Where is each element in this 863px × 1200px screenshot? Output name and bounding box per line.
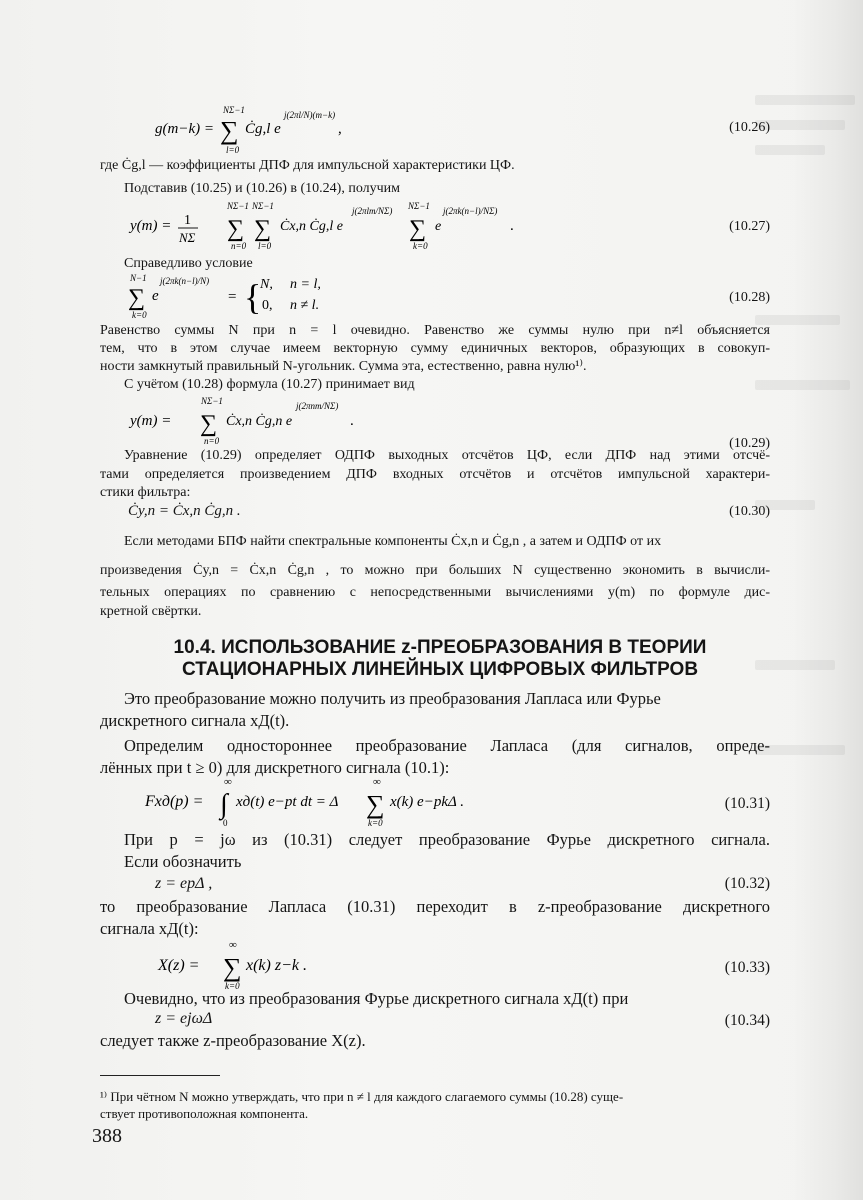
equation-10-28-svg [100, 268, 770, 328]
paragraph-line: где Ċg,l — коэффициенты ДПФ для импульсной характеристики ЦФ. [100, 158, 515, 173]
eq-exponent: j(2πnm/NΣ) [296, 401, 339, 411]
eq-integrand: xд(t) e−pt dt = Δ [236, 794, 339, 810]
eq-term: x(k) e−pkΔ . [390, 794, 465, 810]
sum-lower: n=0 [204, 436, 220, 446]
equation-number: (10.30) [729, 504, 770, 519]
bleed-through-text [755, 95, 855, 105]
eq-formula: Ċy,n = Ċx,n Ċg,n . [128, 503, 241, 519]
case2-value: 0, [262, 298, 273, 313]
eq-tail: , [338, 121, 342, 137]
equation-10-27 [100, 197, 770, 257]
eq-exponent: j(2πk(n−l)/NΣ) [443, 206, 498, 216]
paragraph-line: Очевидно, что из преобразования Фурье дискретного сигнала xД(t) при [124, 989, 629, 1008]
eq-formula: z = ejωΔ [155, 1010, 213, 1027]
eq-formula: z = epΔ , [155, 875, 213, 892]
sum-sign: ∑ [200, 411, 218, 437]
paragraph-line: следует также z-преобразование X(z). [100, 1031, 366, 1050]
paragraph-line: стики фильтра: [100, 485, 191, 500]
int-lower: 0 [223, 818, 228, 828]
sum-lower: l=0 [226, 145, 240, 155]
paragraph-line: произведения Ċy,n = Ċx,n Ċg,n , то можно при больших N существенно экономить в вычисли- [100, 563, 770, 578]
sum-upper: ∞ [229, 939, 237, 951]
sum-lower: k=0 [413, 241, 428, 251]
frac-num: 1 [184, 213, 191, 228]
equation-number: (10.27) [729, 219, 770, 234]
paragraph-line: сигнала xД(t): [100, 919, 199, 938]
equation-number: (10.26) [729, 120, 770, 135]
paragraph-line: При p = jω из (10.31) следует преобразование Фурье дискретного сигнала. [124, 830, 770, 849]
cases-brace: { [244, 277, 262, 317]
equation-10-29-svg [100, 392, 770, 452]
paragraph-line: тем, что в этом случае имеем векторную сумму единичных векторов, образующих в совокуп- [100, 341, 770, 356]
footnote-line: ¹⁾ При чётном N можно утверждать, что при n ≠ l для каждого слагаемого суммы (10.28) суще- [100, 1089, 624, 1104]
sum-lower: n=0 [231, 241, 247, 251]
eq-lhs: y(m) = [130, 218, 172, 234]
sum-sign: ∑ [223, 953, 242, 982]
sum-sign: ∑ [254, 216, 272, 242]
paragraph-line: Это преобразование можно получить из преобразования Лапласа или Фурье [124, 689, 661, 708]
equation-10-26-svg [100, 100, 770, 160]
sum-lower: l=0 [258, 241, 272, 251]
paragraph-line: ности замкнутый правильный N-угольник. Сумма эта, естественно, равна нулю¹⁾. [100, 359, 587, 374]
sum-upper: NΣ−1 [201, 396, 223, 406]
eq-exponent: j(2πl/N)(m−k) [284, 110, 336, 120]
page-edge-shadow [793, 0, 863, 1200]
paragraph-line: Уравнение (10.29) определяет ОДПФ выходных отсчётов ЦФ, если ДПФ над этими отсчё- [124, 448, 770, 463]
paragraph-line: дискретного сигнала xД(t). [100, 711, 290, 730]
sum-sign: ∑ [366, 790, 385, 819]
eq-tail: . [350, 413, 354, 429]
equation-10-33-svg [100, 936, 770, 996]
paragraph-line: Подставив (10.25) и (10.26) в (10.24), получим [124, 181, 401, 196]
equation-10-31-svg [100, 773, 770, 833]
eq-lhs: g(m−k) = [155, 121, 214, 137]
sum-sign: ∑ [220, 116, 239, 145]
paragraph-line: Если методами БПФ найти спектральные компоненты Ċx,n и Ċg,n , а затем и ОДПФ от их [124, 534, 662, 549]
equation-10-27-svg [100, 197, 770, 257]
paragraph-line: тельных операциях по сравнению с непосредственными вычислениями y(m) по формуле дис- [100, 585, 770, 600]
eq-term: x(k) z−k . [246, 957, 307, 974]
eq-term: Ċx,n Ċg,n e [226, 414, 293, 429]
footnote-line: ствует противоположная компонента. [100, 1106, 309, 1121]
paragraph-line: Если обозначить [124, 852, 242, 871]
case2-cond: n ≠ l. [290, 298, 320, 313]
sum-upper: NΣ−1 [227, 201, 249, 211]
equals-sign: = [228, 289, 237, 305]
sum-upper: NΣ−1 [408, 201, 430, 211]
sum-lower: k=0 [225, 981, 240, 991]
sum-upper: NΣ−1 [223, 105, 245, 115]
equation-10-31 [100, 773, 770, 833]
equation-number: (10.31) [724, 795, 770, 812]
eq-exponent: j(2πlm/NΣ) [352, 206, 393, 216]
equation-number: (10.32) [724, 875, 770, 892]
equation-10-30 [100, 500, 770, 530]
frac-den: NΣ [179, 230, 196, 245]
paragraph-line: Определим одностороннее преобразование Лапласа (для сигналов, опреде- [124, 736, 770, 755]
case1-cond: n = l, [290, 277, 321, 292]
section-heading-line-1: 10.4. ИСПОЛЬЗОВАНИЕ z-ПРЕОБРАЗОВАНИЯ В ТЕОРИИ [173, 637, 707, 658]
paragraph-line: то преобразование Лапласа (10.31) переходит в z-преобразование дискретного [100, 897, 770, 916]
eq-term: Ċx,n Ċg,l e [280, 219, 343, 234]
sum-upper: ∞ [373, 776, 381, 788]
eq-term-2: e [435, 219, 442, 234]
paragraph-line: тами определяется произведением ДПФ входных отсчётов и отсчётов импульсной характери- [100, 467, 770, 482]
paragraph-line: Равенство суммы N при n = l очевидно. Равенство же суммы нулю при n≠l объясняется [100, 323, 770, 338]
equation-number: (10.29) [729, 436, 770, 451]
sum-sign: ∑ [409, 216, 427, 242]
sum-upper: NΣ−1 [252, 201, 274, 211]
case1-value: N, [260, 277, 273, 292]
paragraph-line: Справедливо условие [124, 256, 253, 271]
equation-10-29 [100, 392, 770, 452]
paragraph-line: кретной свёртки. [100, 604, 202, 619]
eq-term: Ċg,l e [245, 121, 281, 137]
bleed-through-text [755, 660, 835, 670]
eq-exponent: j(2πk(n−l)/N) [160, 276, 210, 286]
eq-lhs: Fxд(p) = [145, 793, 204, 810]
equation-10-33 [100, 936, 770, 996]
sum-lower: k=0 [368, 818, 383, 828]
equation-number: (10.34) [724, 1012, 770, 1029]
equation-10-28 [100, 268, 770, 328]
eq-tail: . [510, 218, 514, 234]
eq-term: e [152, 288, 159, 304]
integral-sign: ∫ [220, 789, 228, 820]
equation-10-26 [100, 100, 770, 160]
equation-number: (10.33) [724, 959, 770, 976]
paragraph-line: С учётом (10.28) формула (10.27) принимает вид [124, 377, 415, 392]
footnote-rule [100, 1075, 220, 1076]
sum-lower: k=0 [132, 310, 147, 320]
paragraph-line: лённых при t ≥ 0) для дискретного сигнала (10.1): [100, 758, 450, 777]
sum-upper: N−1 [130, 273, 147, 283]
eq-lhs: X(z) = [158, 957, 200, 974]
eq-lhs: y(m) = [130, 413, 172, 429]
sum-sign: ∑ [128, 285, 146, 311]
sum-sign: ∑ [227, 216, 245, 242]
int-upper: ∞ [224, 776, 232, 788]
page-number: 388 [92, 1125, 122, 1147]
section-heading-line-2: СТАЦИОНАРНЫХ ЛИНЕЙНЫХ ЦИФРОВЫХ ФИЛЬТРОВ [181, 659, 699, 680]
equation-number: (10.28) [729, 290, 770, 305]
